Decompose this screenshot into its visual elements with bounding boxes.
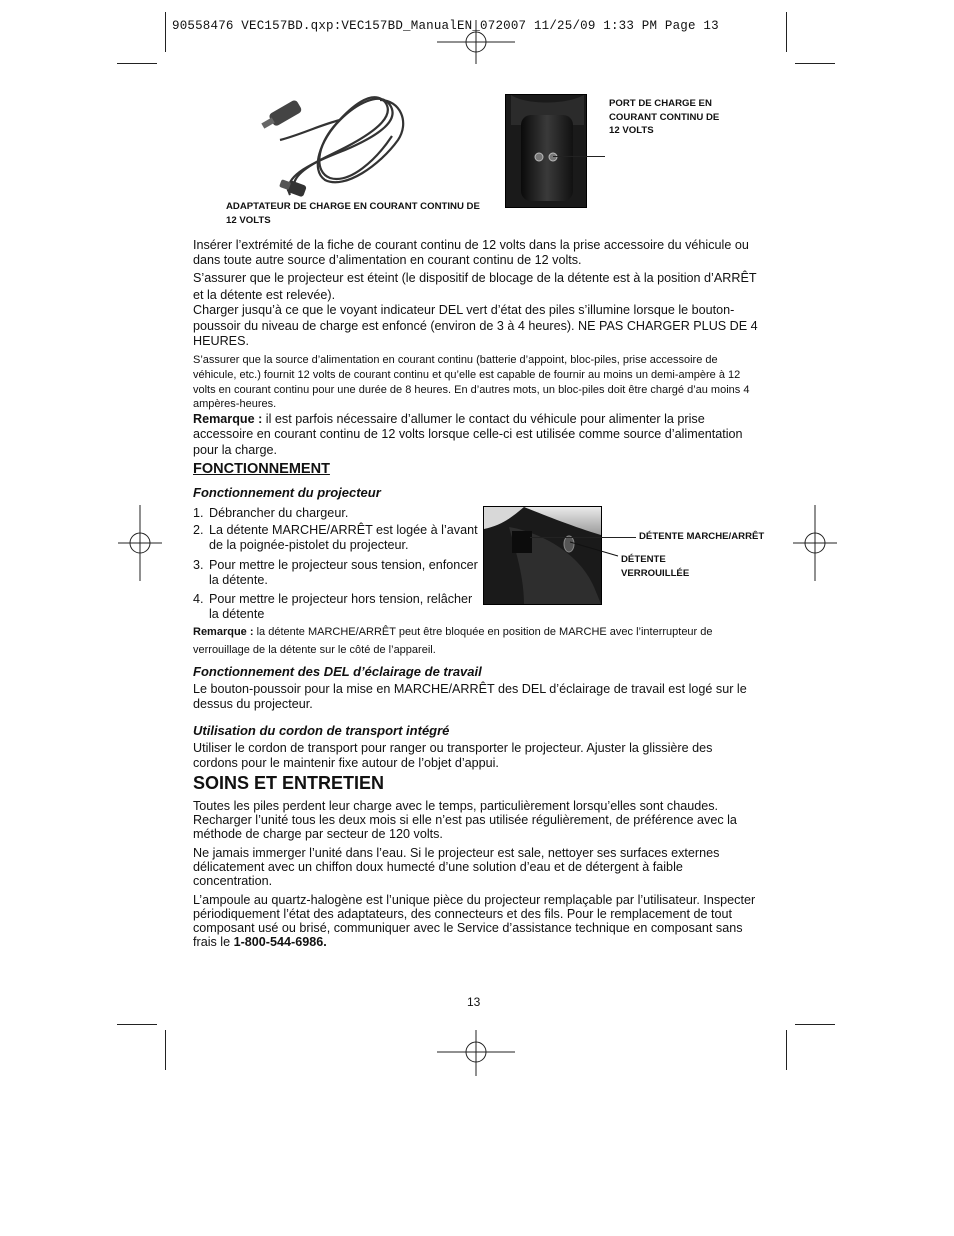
section-heading: SOINS ET ENTRETIEN [193, 773, 385, 793]
dc-cord-illustration [250, 80, 415, 205]
registration-mark-icon [437, 20, 515, 64]
callout-line [553, 156, 605, 157]
charging-port-photo [505, 94, 587, 208]
intro-paragraph: Insérer l’extrémité de la fiche de courant continu de 12 volts dans la prise accessoire du véhicule ou dans toute autre source d’alimentation en courant continu de 12 volts. [193, 238, 749, 268]
registration-mark-icon [793, 505, 837, 581]
callout-line [530, 537, 636, 538]
intro-note [193, 412, 759, 458]
list-item: 1. Débrancher du chargeur. [193, 506, 349, 520]
note-text: la détente MARCHE/ARRÊT peut être bloquée en position de MARCHE avec l’interrupteur de verrouillage de la détente sur le côté de l’appareil. [193, 626, 713, 656]
intro-block [193, 238, 759, 458]
crop-mark [117, 1024, 157, 1025]
list-item: 3. Pour mettre le projecteur sous tension, enfoncer la détente. [193, 557, 478, 587]
cord-paragraph: Utiliser le cordon de transport pour ranger ou transporter le projecteur. Ajuster la glissière des cordons pour le maintenir fixe autour de l’objet d’appui. [193, 740, 713, 771]
care-block [193, 773, 759, 950]
registration-mark-icon [118, 505, 162, 581]
trigger-caption: DÉTENTE MARCHE/ARRÊT [639, 531, 765, 542]
subsection-heading: Fonctionnement des DEL d’éclairage de travail [193, 664, 482, 679]
crop-mark [795, 1024, 835, 1025]
note-text: il est parfois nécessaire d’allumer le contact du véhicule pour alimenter la prise accessoire en courant continu de 12 volts lorsque celle-ci est utilisée comme source d’alimentation pour la charge. [193, 412, 743, 457]
care-paragraph [193, 893, 759, 949]
crop-mark [786, 12, 787, 52]
list-item: 2. La détente MARCHE/ARRÊT est logée à l’avant de la poignée-pistolet du projecteur. [193, 523, 478, 553]
section-heading: FONCTIONNEMENT [193, 461, 330, 477]
care-paragraph: Toutes les piles perdent leur charge avec le temps, particulièrement lorsqu’elles sont chaudes. Recharger l’unité tous les deux mois si elle n’est pas utilisée régulièrement, de préférence avec la méthode de charge par secteur de 120 volts. [193, 799, 737, 842]
intro-paragraph: S’assurer que la source d’alimentation en courant continu (batterie d’appoint, bloc-piles, prise accessoire de véhicule, etc.) fournit 12 volts de courant continu et qu’elle est capable de fournir au moins un demi-ampère à 12 volts en courant continu pour une durée de 8 heures. En d’autres mots, un bloc-piles doit être chargé d’au moins 4 ampères-heures. [193, 354, 750, 411]
care-paragraph: Ne jamais immerger l’unité dans l’eau. Si le projecteur est sale, nettoyer ses surfaces externes délicatement avec un chiffon doux humecté d’une solution d’eau et de détergent à faible concentration. [193, 846, 720, 889]
crop-mark [165, 12, 166, 52]
operation-notes [193, 623, 759, 771]
steps-list [193, 506, 485, 622]
page-number: 13 [467, 995, 481, 1009]
list-item: 4. Pour mettre le projecteur hors tension, relâcher la détente [193, 592, 473, 622]
led-paragraph: Le bouton-poussoir pour la mise en MARCHE/ARRÊT des DEL d’éclairage de travail est logé sur le dessus du projecteur. [193, 682, 747, 712]
care-text: L’ampoule au quartz-halogène est l’unique pièce du projecteur remplaçable par l’utilisateur. Inspecter périodiquement l’état des adaptateurs, des connecteurs et des fils. Pour le remplacement de tout composant usé ou brisé, communiquer avec le Service d’assistance technique en composant sans frais le [193, 893, 756, 950]
lock-caption: DÉTENTE VERROUILLÉE [621, 554, 690, 579]
note-label: Remarque : [193, 412, 263, 427]
steps-block [193, 506, 485, 622]
note-label: Remarque : [193, 626, 254, 638]
cord-caption: ADAPTATEUR DE CHARGE EN COURANT CONTINU DE 12 VOLTS [226, 201, 480, 226]
callout-line [570, 540, 620, 560]
file-slug: 90558476 VEC157BD.qxp:VEC157BD_ManualEN_072007 11/25/09 1:33 PM Page 13 [172, 19, 719, 33]
port-caption: PORT DE CHARGE EN COURANT CONTINU DE 12 VOLTS [609, 98, 720, 136]
subsection-heading: Utilisation du cordon de transport intégré [193, 722, 450, 738]
intro-paragraph: S’assurer que le projecteur est éteint (le dispositif de blocage de la détente est à la position d’ARRÊT et la détente est relevée). [193, 271, 757, 302]
crop-mark [786, 1030, 787, 1070]
crop-mark [795, 63, 835, 64]
operation-block [193, 462, 759, 500]
crop-mark [165, 1030, 166, 1070]
registration-mark-icon [437, 1030, 515, 1076]
operation-note [193, 623, 759, 659]
crop-mark [117, 63, 157, 64]
intro-paragraph: Charger jusqu’à ce que le voyant indicateur DEL vert d’état des piles s’illumine lorsque le bouton-poussoir du niveau de charge est enfoncé (environ de 3 à 4 heures). NE PAS CHARGER PLUS DE 4 HEURES. [193, 303, 758, 348]
phone-number: 1-800-544-6986. [233, 935, 327, 950]
subsection-heading: Fonctionnement du projecteur [193, 485, 381, 501]
